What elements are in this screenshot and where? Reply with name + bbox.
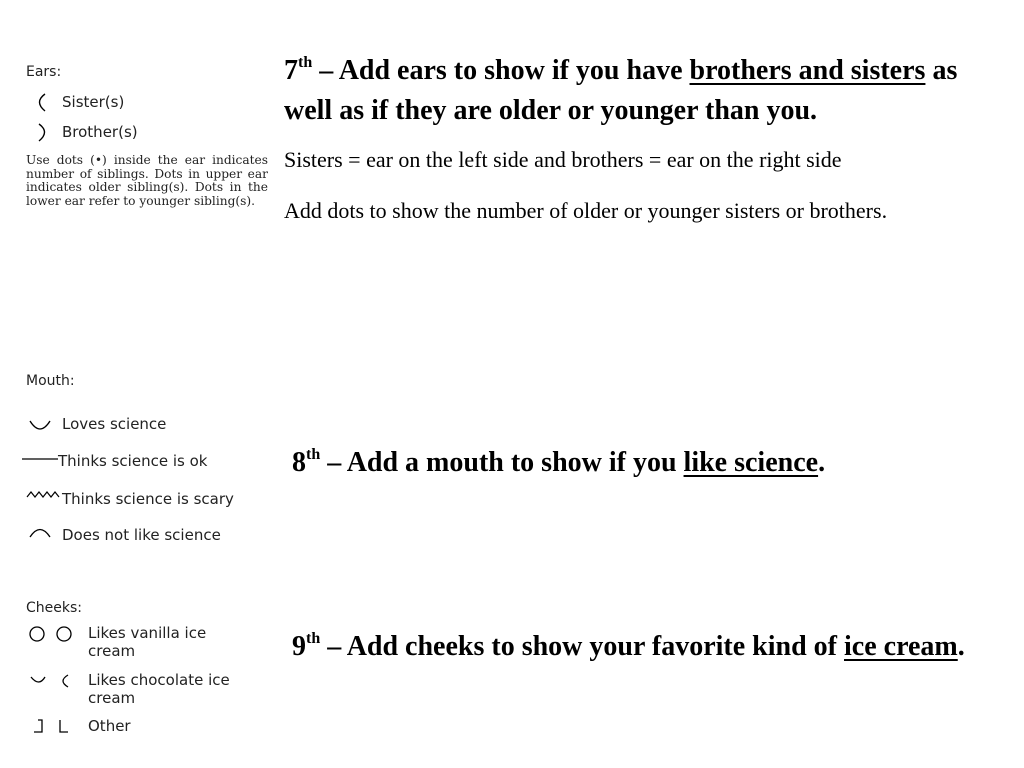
curved-cheeks-icon [28, 671, 88, 707]
cheeks-item-vanilla [28, 624, 206, 660]
step-7-instruction-1: Sisters = ear on the left side and brothers = ear on the right side [284, 147, 842, 172]
step-9-block [292, 627, 972, 667]
cheeks-item-label [88, 624, 206, 660]
step-9-suffix: th [306, 629, 321, 647]
cheeks-item-chocolate [28, 671, 230, 707]
ears-item-label: Sister(s) [62, 93, 125, 111]
mouth-item-scary [26, 490, 234, 508]
mouth-item-label: Thinks science is scary [62, 490, 234, 508]
ears-item-label: Brother(s) [62, 123, 138, 141]
mouth-title: Mouth: [26, 373, 75, 389]
step-9-number: 9 [292, 631, 306, 662]
step-7-block [284, 51, 972, 228]
step-7-instruction-2: Add dots to show the number of older or younger sisters or brothers. [284, 198, 888, 223]
round-cheeks-icon [28, 624, 88, 660]
step-7-underlined: brothers and sisters [689, 55, 926, 86]
frown-mouth-icon [26, 526, 62, 544]
zigzag-mouth-icon [26, 490, 62, 508]
step-7-text: – Add ears to show if you have [312, 55, 690, 86]
step-9-text-end: . [957, 631, 965, 662]
cheeks-label-line2: cream [88, 689, 136, 707]
cheeks-item-label [88, 671, 230, 707]
step-8-text-end: . [818, 447, 826, 478]
ears-note: Use dots (•) inside the ear indicates number of siblings. Dots in upper ear indicates older sibling(s). Dots in the lower ear refer to younger sibling(s). [26, 153, 268, 208]
ears-item-sisters [32, 93, 124, 111]
mouth-item-label: Thinks science is ok [58, 452, 208, 470]
cheeks-label-line1: Likes vanilla ice [88, 624, 207, 642]
step-7-number: 7 [284, 55, 298, 86]
smile-mouth-icon [26, 415, 62, 433]
cheeks-label-line1: Likes chocolate ice [88, 671, 230, 689]
step-8-text: – Add a mouth to show if you [320, 447, 684, 478]
step-8-heading [292, 443, 992, 483]
step-8-suffix: th [306, 445, 321, 463]
mouth-item-label: Loves science [62, 415, 167, 433]
cheeks-item-label: Other [88, 717, 131, 735]
step-8-underlined: like science [683, 447, 819, 478]
step-9-underlined: ice cream [844, 631, 958, 662]
ears-title: Ears: [26, 64, 62, 80]
cheeks-label-line2: cream [88, 642, 136, 660]
mouth-item-loves [26, 415, 166, 433]
legend-panel [26, 0, 271, 768]
step-8-number: 8 [292, 447, 306, 478]
mouth-item-dislikes [26, 526, 221, 544]
left-ear-icon [32, 93, 62, 111]
angled-cheeks-icon [28, 717, 88, 735]
step-7-text-end: as well as if they are older or younger than you. [284, 55, 958, 126]
cheeks-item-other [28, 717, 131, 735]
mouth-item-ok [22, 452, 207, 470]
step-7-heading [284, 51, 972, 131]
step-8-block [292, 443, 992, 483]
straight-mouth-icon [22, 452, 58, 470]
step-9-text: – Add cheeks to show your favorite kind of [320, 631, 844, 662]
ears-item-brothers [32, 123, 138, 141]
right-ear-icon [32, 123, 62, 141]
cheeks-title: Cheeks: [26, 600, 82, 616]
step-7-suffix: th [298, 53, 313, 71]
mouth-item-label: Does not like science [62, 526, 221, 544]
step-9-heading [292, 627, 972, 667]
